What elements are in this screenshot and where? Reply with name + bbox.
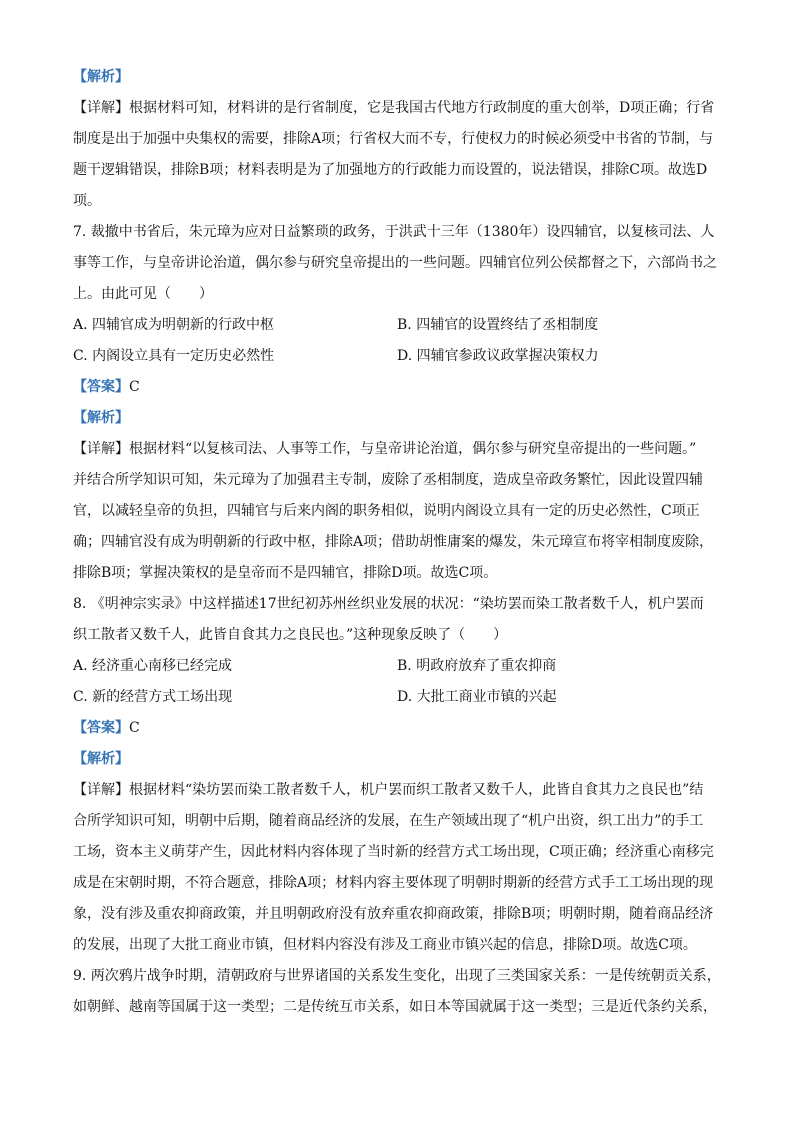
paragraph-line: 题干逻辑错误，排除B项；材料表明是为了加强地方的行政能力而设置的，说法错误，排除C项。故选D [73,162,708,178]
paragraph-line: 8. 《明神宗实录》中这样描述17世纪初苏州丝织业发展的状况：“染坊罢而染工散者数千人，机户罢而 [73,596,704,612]
paragraph-line: 事等工作，与皇帝讲论治道，偶尔参与研究皇帝提出的一些问题。四辅官位列公侯都督之下，六部尚书之 [73,255,717,271]
answer-value: C [129,379,140,395]
answer-option: A. 四辅官成为明朝新的行政中枢 [73,317,275,333]
answer-line [73,713,721,744]
section-tag-analysis: 【解析】 [73,751,129,767]
option-row [73,682,721,713]
paragraph-line: 7. 裁撤中书省后，朱元璋为应对日益繁琐的政务，于洪武十三年（1380年）设四辅官，以复核司法、人 [73,224,715,240]
section-tag-analysis: 【解析】 [73,69,129,85]
answer-line [73,372,721,403]
answer-tag: 【答案】 [73,720,129,736]
paragraph-line: 的发展，出现了大批工商业市镇，但材料内容没有涉及工商业市镇兴起的信息，排除D项。故选C项。 [73,937,697,953]
option-row [73,651,721,682]
answer-option: B. 明政府放弃了重农抑商 [397,658,557,674]
paragraph-line: 官，以减轻皇帝的负担，四辅官与后来内阁的职务相似，说明内阁设立具有一定的历史必然性，C项正 [73,503,700,519]
paragraph-line: 上。由此可见（ ） [73,286,213,302]
paragraph-line: 【详解】根据材料可知，材料讲的是行省制度，它是我国古代地方行政制度的重大创举，D项正确；行省 [73,100,715,116]
answer-option: D. 大批工商业市镇的兴起 [397,689,557,705]
document-page [73,62,721,1023]
answer-option: D. 四辅官参政议政掌握决策权力 [397,348,599,364]
paragraph-line: 并结合所学知识可知，朱元璋为了加强君主专制，废除了丞相制度，造成皇帝政务繁忙，因此设置四辅 [73,472,703,488]
paragraph-line: 项。 [73,193,101,209]
paragraph-line: 象，没有涉及重农抑商政策，并且明朝政府没有放弃重农抑商政策，排除B项；明朝时期，随着商品经济 [73,906,714,922]
paragraph-line: 排除B项；掌握决策权的是皇帝而不是四辅官，排除D项。故选C项。 [73,565,498,581]
paragraph-line: 成是在宋朝时期，不符合题意，排除A项；材料内容主要体现了明朝时期新的经营方式手工工场出现的现 [73,875,714,891]
answer-option: B. 四辅官的设置终结了丞相制度 [397,317,599,333]
answer-option: A. 经济重心南移已经完成 [73,658,233,674]
paragraph-line: 织工散者又数千人，此皆自食其力之良民也。”这种现象反映了（ ） [73,627,508,643]
paragraph-line: 【详解】根据材料“以复核司法、人事等工作，与皇帝讲论治道，偶尔参与研究皇帝提出的一些问题。” [73,441,697,457]
paragraph-line: 工场，资本主义萌芽产生，因此材料内容体现了当时新的经营方式工场出现，C项正确；经济重心南移完 [73,844,714,860]
answer-value: C [129,720,140,736]
answer-option: C. 新的经营方式工场出现 [73,689,233,705]
paragraph-line: 【详解】根据材料“染坊罢而染工散者数千人，机户罢而织工散者又数千人，此皆自食其力之良民也”结 [73,782,704,798]
option-row [73,310,721,341]
paragraph-line: 合所学知识可知，明朝中后期，随着商品经济的发展，在生产领域出现了“机户出资，织工出力”的手工 [73,813,704,829]
paragraph-line: 制度是出于加强中央集权的需要，排除A项；行省权大而不专，行使权力的时候必须受中书省的节制，与 [73,131,714,147]
option-row [73,341,721,372]
answer-option: C. 内阁设立具有一定历史必然性 [73,348,275,364]
paragraph-line: 如朝鲜、越南等国属于这一类型；二是传统互市关系，如日本等国就属于这一类型；三是近代条约关系， [73,999,717,1015]
paragraph-line: 9. 两次鸦片战争时期，清朝政府与世界诸国的关系发生变化，出现了三类国家关系：一是传统朝贡关系， [73,968,721,984]
paragraph-line: 确；四辅官没有成为明朝新的行政中枢，排除A项；借助胡惟庸案的爆发，朱元璋宣布将宰相制度废除， [73,534,714,550]
section-tag-analysis: 【解析】 [73,410,129,426]
answer-tag: 【答案】 [73,379,129,395]
